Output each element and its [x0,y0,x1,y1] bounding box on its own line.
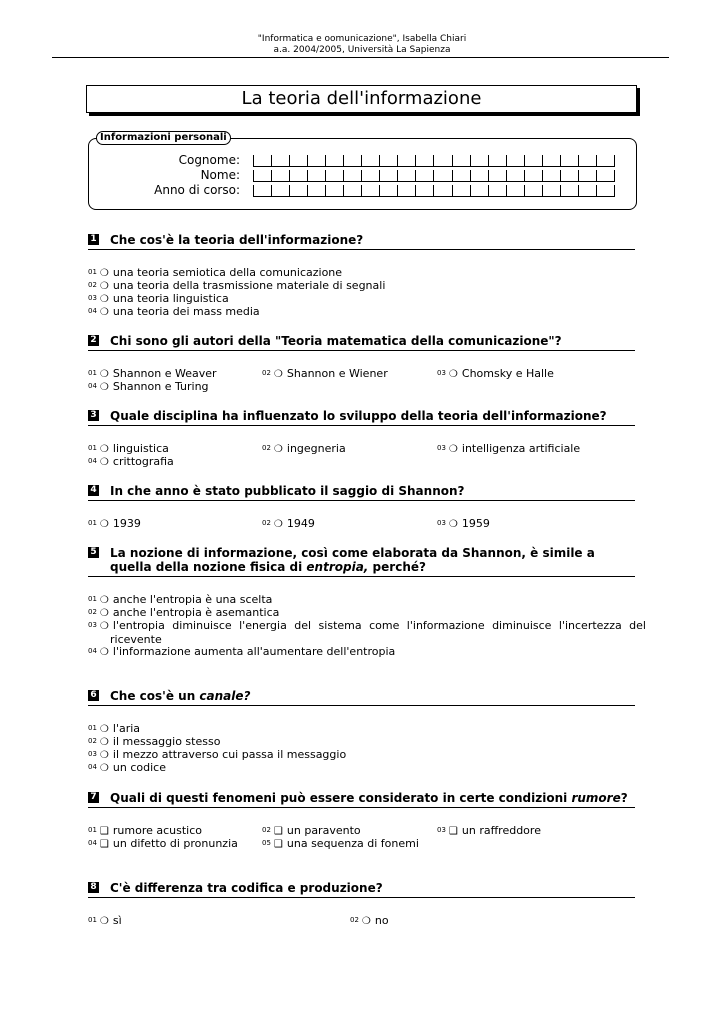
option[interactable]: $^{02}$ ❍ una teoria della trasmissione materiale di segnali [88,279,386,292]
option[interactable]: $^{03}$ ❑ un raffreddore [437,824,541,837]
surname-label: Cognome: [178,153,240,167]
option[interactable]: $^{04}$ ❍ l'informazione aumenta all'aumentare dell'entropia [88,645,396,658]
option[interactable]: $^{04}$ ❑ un difetto di pronunzia [88,837,238,850]
option[interactable]: $^{03}$ ❍ intelligenza artificiale [437,442,581,455]
option[interactable]: $^{02}$ ❍ anche l'entropia è asemantica [88,606,280,619]
question-number: 2 [88,335,99,346]
question-text: C'è differenza tra codifica e produzione? [110,881,383,895]
char-box[interactable] [271,170,289,182]
char-box[interactable] [289,170,307,182]
char-box[interactable] [488,185,506,197]
checkbox-icon: ❑ [99,839,109,850]
option[interactable]: $^{02}$ ❑ un paravento [262,824,361,837]
option[interactable]: $^{02}$ ❍ 1949 [262,517,315,530]
char-box[interactable] [289,185,307,197]
char-box[interactable] [415,185,433,197]
question-number: 3 [88,410,99,421]
question-3 [88,409,635,468]
char-box[interactable] [506,170,524,182]
option[interactable]: $^{04}$ ❍ crittografia [88,455,174,468]
radio-icon: ❍ [273,519,283,530]
radio-icon: ❍ [99,916,109,927]
char-box[interactable] [361,155,379,167]
char-box[interactable] [433,185,451,197]
char-box[interactable] [433,155,451,167]
char-box[interactable] [596,185,615,197]
question-7 [88,791,635,850]
char-box[interactable] [253,185,271,197]
char-box[interactable] [578,155,596,167]
page-title: La teoria dell'informazione [86,85,637,113]
char-box[interactable] [361,185,379,197]
year-label: Anno di corso: [154,183,240,197]
radio-icon: ❍ [99,444,109,455]
header-rule [52,57,669,58]
radio-icon: ❍ [448,519,458,530]
question-5 [88,546,646,659]
radio-icon: ❍ [99,595,109,606]
char-box[interactable] [415,155,433,167]
radio-icon: ❍ [99,608,109,619]
radio-icon: ❍ [99,281,109,292]
radio-icon: ❍ [99,763,109,774]
char-box[interactable] [560,170,578,182]
question-4 [88,484,635,530]
radio-icon: ❍ [361,916,371,927]
char-box[interactable] [325,185,343,197]
question-8 [88,881,635,927]
question-text: Chi sono gli autori della "Teoria matematica della comunicazione"? [110,334,562,348]
question-text: Quali di questi fenomeni può essere considerato in certe condizioni rumore? [110,791,628,805]
option[interactable]: $^{05}$ ❑ una sequenza di fonemi [262,837,419,850]
name-row [110,168,615,183]
option[interactable]: $^{02}$ ❍ Shannon e Wiener [262,367,388,380]
char-box[interactable] [379,155,397,167]
char-box[interactable] [253,170,271,182]
char-box[interactable] [524,170,542,182]
char-box[interactable] [307,155,325,167]
char-box[interactable] [325,155,343,167]
surname-input-boxes[interactable] [253,155,615,167]
char-box[interactable] [488,155,506,167]
radio-icon: ❍ [99,369,109,380]
char-box[interactable] [452,185,470,197]
radio-icon: ❍ [99,307,109,318]
surname-row [110,153,615,168]
char-box[interactable] [524,155,542,167]
checkbox-icon: ❑ [448,826,458,837]
char-box[interactable] [470,185,488,197]
personal-info-legend: Informazioni personali [96,131,231,145]
option[interactable]: $^{02}$ ❍ ingegneria [262,442,346,455]
option[interactable]: $^{01}$ ❍ 1939 [88,517,141,530]
radio-icon: ❍ [273,369,283,380]
char-box[interactable] [379,185,397,197]
char-box[interactable] [578,170,596,182]
radio-icon: ❍ [273,444,283,455]
char-box[interactable] [343,155,361,167]
option[interactable]: $^{02}$ ❍ no [350,914,389,927]
checkbox-icon: ❑ [273,839,283,850]
char-box[interactable] [542,170,560,182]
question-2 [88,334,635,393]
char-box[interactable] [397,185,415,197]
option[interactable]: $^{01}$ ❍ linguistica [88,442,169,455]
question-number: 8 [88,882,99,893]
radio-icon: ❍ [99,268,109,279]
radio-icon: ❍ [99,737,109,748]
option[interactable]: $^{01}$ ❍ Shannon e Weaver [88,367,217,380]
option[interactable]: $^{03}$ ❍ 1959 [437,517,490,530]
char-box[interactable] [325,170,343,182]
char-box[interactable] [488,170,506,182]
char-box[interactable] [596,170,615,182]
question-6 [88,689,635,774]
char-box[interactable] [343,185,361,197]
char-box[interactable] [397,170,415,182]
option[interactable]: $^{01}$ ❍ sì [88,914,122,927]
radio-icon: ❍ [99,750,109,761]
name-input-boxes[interactable] [253,170,615,182]
option[interactable]: $^{02}$ ❍ il messaggio stesso [88,735,221,748]
question-text: Che cos'è la teoria dell'informazione? [110,233,364,247]
char-box[interactable] [524,185,542,197]
char-box[interactable] [397,155,415,167]
char-box[interactable] [560,155,578,167]
radio-icon: ❍ [99,519,109,530]
char-box[interactable] [542,185,560,197]
option[interactable]: $^{01}$ ❍ anche l'entropia è una scelta [88,593,273,606]
option[interactable]: $^{01}$ ❑ rumore acustico [88,824,203,837]
question-number: 7 [88,792,99,803]
name-label: Nome: [200,168,240,182]
year-row [110,183,615,198]
char-box[interactable] [307,170,325,182]
option[interactable]: $^{04}$ ❍ Shannon e Turing [88,380,209,393]
char-box[interactable] [415,170,433,182]
option[interactable]: $^{04}$ ❍ una teoria dei mass media [88,305,260,318]
question-number: 1 [88,234,99,245]
question-text: Quale disciplina ha influenzato lo sviluppo della teoria dell'informazione? [110,409,607,423]
option[interactable]: $^{03}$ ❍ il mezzo attraverso cui passa il messaggio [88,748,347,761]
header-line-2: a.a. 2004/2005, Università La Sapienza [273,45,451,55]
question-text: In che anno è stato pubblicato il saggio di Shannon? [110,484,465,498]
char-box[interactable] [470,155,488,167]
char-box[interactable] [253,155,271,167]
char-box[interactable] [271,185,289,197]
checkbox-icon: ❑ [99,826,109,837]
char-box[interactable] [307,185,325,197]
question-number: 4 [88,485,99,496]
option[interactable]: $^{01}$ ❍ una teoria semiotica della comunicazione [88,266,343,279]
char-box[interactable] [452,155,470,167]
char-box[interactable] [361,170,379,182]
char-box[interactable] [343,170,361,182]
radio-icon: ❍ [99,457,109,468]
char-box[interactable] [578,185,596,197]
option[interactable]: $^{03}$ ❍ una teoria linguistica [88,292,229,305]
radio-icon: ❍ [99,647,109,658]
radio-icon: ❍ [448,444,458,455]
question-text: Che cos'è un canale? [110,689,251,703]
radio-icon: ❍ [448,369,458,380]
char-box[interactable] [506,155,524,167]
radio-icon: ❍ [99,382,109,393]
radio-icon: ❍ [99,294,109,305]
option[interactable]: $^{04}$ ❍ un codice [88,761,166,774]
question-text: La nozione di informazione, così come elaborata da Shannon, è simile a quella della nozione fisica di entropia, perché? [110,546,595,574]
char-box[interactable] [433,170,451,182]
char-box[interactable] [506,185,524,197]
char-box[interactable] [470,170,488,182]
char-box[interactable] [379,170,397,182]
char-box[interactable] [289,155,307,167]
radio-icon: ❍ [99,724,109,735]
radio-icon: ❍ [99,621,109,632]
header-line-1: "Informatica e oomunicazione", Isabella Chiari [257,34,467,44]
option[interactable]: $^{01}$ ❍ l'aria [88,722,141,735]
option[interactable]: $^{03}$ ❍ l'entropia diminuisce l'energia del sistema come l'informazione diminuisce l'incertezza del ricevente [88,619,646,646]
char-box[interactable] [560,185,578,197]
checkbox-icon: ❑ [273,826,283,837]
question-number: 5 [88,547,99,558]
char-box[interactable] [542,155,560,167]
page-header [0,34,724,56]
char-box[interactable] [596,155,615,167]
year-input-boxes[interactable] [253,185,615,197]
char-box[interactable] [452,170,470,182]
question-number: 6 [88,690,99,701]
option[interactable]: $^{03}$ ❍ Chomsky e Halle [437,367,554,380]
question-1 [88,233,635,318]
char-box[interactable] [271,155,289,167]
